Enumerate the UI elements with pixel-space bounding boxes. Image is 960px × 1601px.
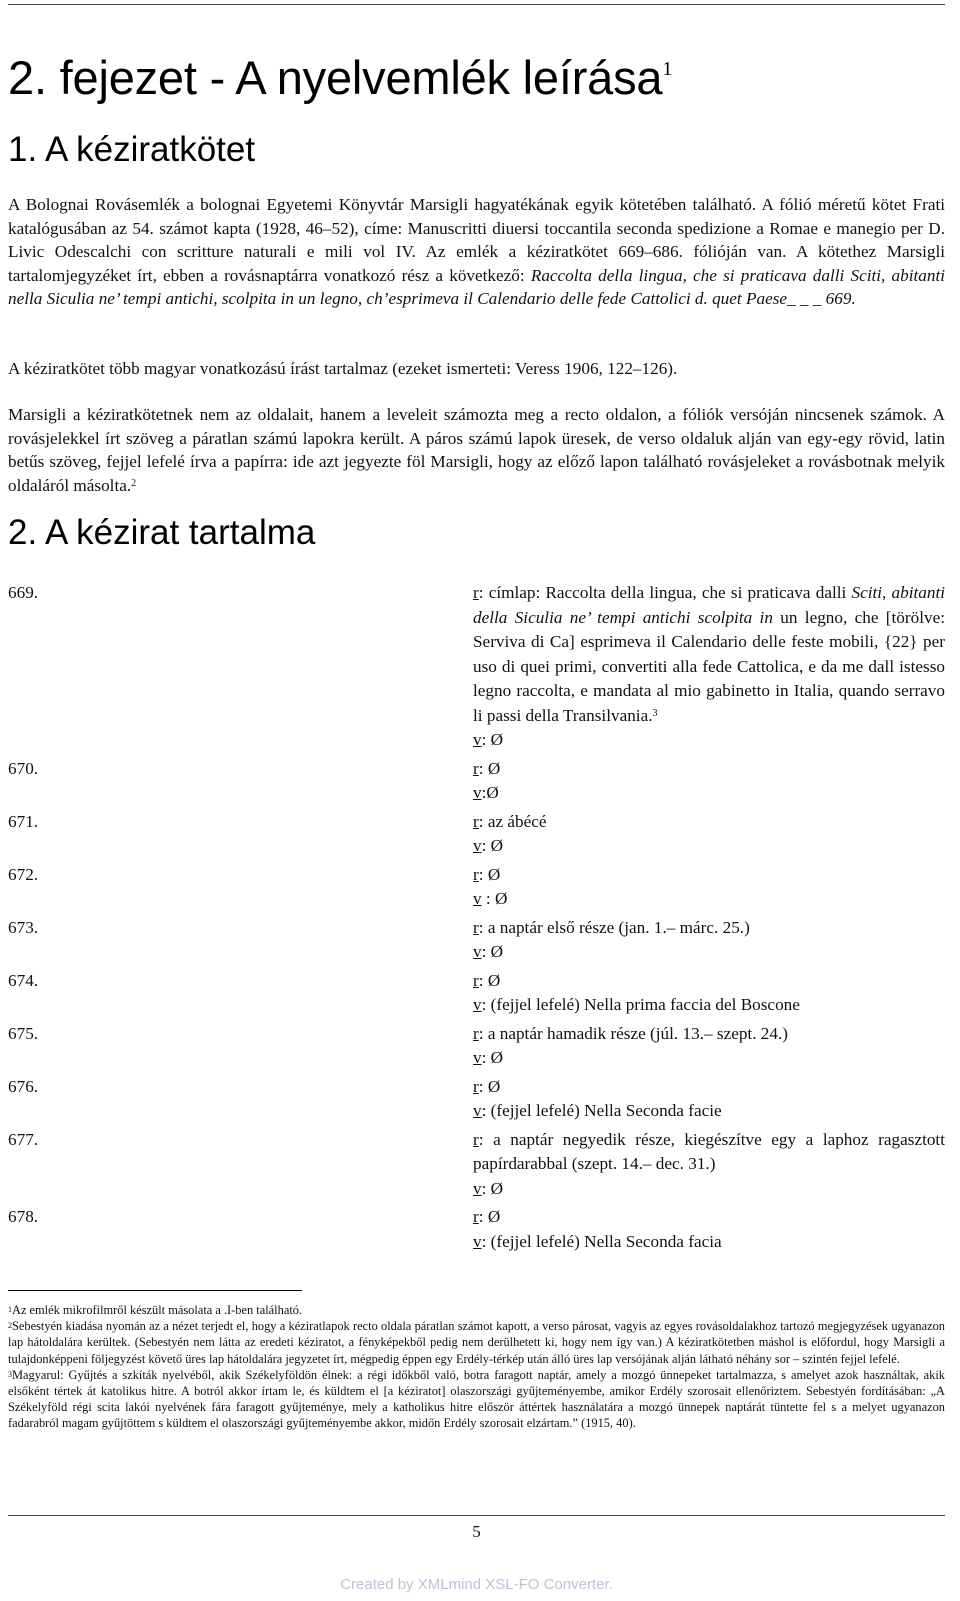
verso-tag: v <box>473 995 482 1014</box>
footnote-2 <box>8 1318 945 1367</box>
recto-tag: r <box>473 1129 479 1149</box>
recto-line <box>473 1205 945 1230</box>
separator: : <box>481 1101 491 1120</box>
folio-description <box>473 1205 945 1254</box>
verso-line <box>473 993 945 1018</box>
folio-text-italic: Sciti, abitanti della Siculia ne’ tempi antichi scolpita in <box>473 583 946 627</box>
recto-line <box>473 810 945 835</box>
verso-tag: v <box>473 730 482 749</box>
folio-text: Ø <box>494 889 508 908</box>
separator: : <box>478 1207 488 1226</box>
folio-description <box>473 916 945 965</box>
separator: : <box>481 995 491 1014</box>
folio-list <box>8 581 945 1258</box>
separator: : <box>481 889 495 908</box>
folio-number: 675. <box>8 1023 39 1043</box>
recto-line <box>473 1022 945 1047</box>
folio-text: Ø <box>487 970 501 990</box>
italic-quote: Raccolta della lingua, che si praticava dalli Sciti, abitanti nella Siculia ne’ tempi antichi, scolpita in un legno, ch’esprimeva il Calendario delle fede Cattolici d. quet Paese_ _ _ 669. <box>8 265 945 308</box>
folio-entry <box>8 810 945 859</box>
folio-text: Ø <box>487 1207 501 1226</box>
recto-tag: r <box>473 758 479 778</box>
recto-line <box>473 581 945 728</box>
document-page <box>8 0 945 1601</box>
verso-line <box>473 940 945 965</box>
folio-description <box>473 757 945 806</box>
folio-number: 678. <box>8 1207 39 1226</box>
separator: : <box>478 811 488 831</box>
verso-line <box>473 781 945 806</box>
folio-entry <box>8 581 945 753</box>
footnote-marker: 2 <box>8 1321 12 1331</box>
recto-tag: r <box>473 1023 479 1043</box>
separator: : <box>478 583 489 602</box>
folio-number: 669. <box>8 583 39 602</box>
recto-tag: r <box>473 583 479 602</box>
separator: : <box>478 970 488 990</box>
verso-line <box>473 834 945 859</box>
folio-number: 670. <box>8 758 39 778</box>
folio-number: 673. <box>8 917 39 937</box>
folio-text: Ø <box>490 942 504 961</box>
folio-number: 672. <box>8 864 39 884</box>
folio-entry <box>8 757 945 806</box>
folio-number: 674. <box>8 970 39 990</box>
watermark-brand: XMLmind XSL-FO Converter. <box>417 1576 613 1593</box>
footnote-marker: 1 <box>8 1305 12 1314</box>
separator: : <box>481 836 491 855</box>
folio-text: Ø <box>487 1076 501 1096</box>
recto-tag: r <box>473 1076 479 1096</box>
section-heading-2: 2. A kézirat tartalma <box>8 513 316 552</box>
separator: : <box>481 1231 491 1251</box>
separator: : <box>481 942 491 961</box>
footnote-ref-2[interactable]: 2 <box>131 477 137 489</box>
recto-line <box>473 863 945 888</box>
folio-description <box>473 1128 945 1202</box>
folio-entry <box>8 1128 945 1202</box>
folio-text: a naptár hamadik része (júl. 13.– szept. 24.) <box>487 1023 789 1043</box>
section-heading-1: 1. A kéziratkötet <box>8 130 256 169</box>
verso-line <box>473 1230 945 1255</box>
folio-entry <box>8 1022 945 1071</box>
footnote-ref-1[interactable]: 1 <box>662 58 673 80</box>
separator: : <box>478 1129 494 1149</box>
recto-tag: r <box>473 917 479 937</box>
verso-tag: v <box>473 1231 482 1251</box>
page-number: 5 <box>472 1522 481 1541</box>
folio-entry <box>8 916 945 965</box>
paragraph-hungarian-texts: A kéziratkötet több magyar vonatkozású írást tartalmaz (ezeket ismerteti: Veress 1906, 122–126). <box>8 359 678 378</box>
separator: : <box>481 783 487 802</box>
folio-text: Ø <box>490 730 504 749</box>
folio-text: (fejjel lefelé) Nella prima faccia del Boscone <box>490 995 800 1014</box>
footer-rule <box>8 1515 945 1516</box>
folio-text: (fejjel lefelé) Nella Seconda facia <box>490 1231 722 1251</box>
recto-tag: r <box>473 864 479 884</box>
footnotes <box>8 1302 945 1432</box>
verso-line <box>473 1177 945 1202</box>
folio-description <box>473 1075 945 1124</box>
folio-description <box>473 810 945 859</box>
paragraph-numbering: Marsigli a kéziratkötetnek nem az oldalait, hanem a leveleit számozta meg a recto oldalon, a fóliók versóján nincsenek számok. A rovásjelekkel írt szöveg a páratlan számú lapokra került. A páros számú lapok üresek, de verso oldaluk alján van egy-egy rövid, latin betűs szöveg, fejjel lefelé írva a papírra: ide azt jegyezte föl Marsigli, hogy az előző lapon található rovásjeleket a rovásbotnak melyik oldaláról másolta.$^2$ <box>8 405 945 495</box>
separator: : <box>481 730 491 749</box>
recto-line <box>473 969 945 994</box>
verso-tag: v <box>473 1101 482 1120</box>
folio-number: 676. <box>8 1076 39 1096</box>
paragraph-manuscript: A Bolognai Rovásemlék a bolognai Egyetemi Könyvtár Marsigli hagyatékának egyik kötetében található. A fólió méretű kötet Frati katalógusában az 54. számot kapta (1928, 46–52), címe: Manuscritti diuersi toccantila seconda spedizione a Romae e manegio per D. Livic Odescalchi con scritture naturali e mili vol IV. Az emlék a kéziratkötet 669–686. fólióján van. A kötethez Marsigli tartalomjegyzéket írt, ebben a rovásnaptárra vonatkozó rész a következő: Raccolta della lingua, che si praticava dalli Sciti, abitanti nella Siculia ne’ tempi antichi, scolpita in un legno, ch’esprimeva il Calendario delle fede Cattolici d. quet Paese_ _ _ 669. <box>8 195 945 308</box>
converter-watermark: Created by XMLmind XSL-FO Converter. <box>340 1576 613 1593</box>
folio-text: Ø <box>490 1048 504 1067</box>
verso-line <box>473 1099 945 1124</box>
folio-description <box>473 581 945 753</box>
separator: : <box>481 1178 491 1198</box>
separator: : <box>478 1076 488 1096</box>
separator: : <box>478 864 488 884</box>
folio-number: 677. <box>8 1129 39 1149</box>
folio-text-rest: un legno, che [törölve: Serviva di Ca] esprimeva il Calendario delle feste mobili, {22} per uso di quei primi, convertiti alla fede Cattolica, e da me dall istesso legno raccolta, e mandata al mio gabinetto in Italia, quando serravo li passi della Transilvania. <box>473 607 945 725</box>
verso-tag: v <box>473 836 482 855</box>
recto-line <box>473 757 945 782</box>
verso-tag: v <box>473 942 482 961</box>
verso-line <box>473 1046 945 1071</box>
footnote-3 <box>8 1367 945 1432</box>
folio-description <box>473 1022 945 1071</box>
folio-text: Ø <box>486 783 499 802</box>
folio-text: Ø <box>487 758 501 778</box>
folio-text: az ábécé <box>487 811 547 831</box>
folio-text: címlap: Raccolta della lingua, che si praticava dalli <box>488 583 852 602</box>
verso-tag: v <box>473 783 482 802</box>
verso-tag: v <box>473 1048 482 1067</box>
folio-text: (fejjel lefelé) Nella Seconda facie <box>490 1101 722 1120</box>
folio-text: a naptár negyedik része, kiegészítve egy a laphoz ragasztott papírdarabbal (szept. 14.– dec. 31.) <box>473 1129 945 1173</box>
recto-line <box>473 916 945 941</box>
footnote-text: Az emlék mikrofilmről készült másolata a .I-ben található. <box>12 1303 303 1317</box>
folio-description <box>473 863 945 912</box>
folio-entry <box>8 1075 945 1124</box>
folio-text: Ø <box>490 836 504 855</box>
chapter-title: 2. fejezet - A nyelvemlék leírása$^1$ <box>8 51 673 104</box>
separator: : <box>478 758 488 778</box>
folio-number: 671. <box>8 811 39 831</box>
folio-entry <box>8 863 945 912</box>
verso-line <box>473 728 945 753</box>
separator: : <box>478 1023 488 1043</box>
footnote-rule <box>8 1290 302 1291</box>
recto-tag: r <box>473 1207 479 1226</box>
header-rule <box>8 4 945 5</box>
footnote-text: Magyarul: Gyűjtés a szkíták nyelvéből, akik Székelyföldön élnek: a régi időkből való, botra faragott naptár, amely a mozgó ünnepeket tartalmazza, s amelyet azok használtak, akik elsőként tértek át katolikus hitre. A botról akkor írtam le, és küldtem el [a kéziratot] olaszországi gyűjteményembe, amikor Erdély szorosait ellenőriztem. Sebestyén fordításában: „A Székelyföld régi scita lakói nyelvének fára faragott gyűjteménye, mely a katholikus hitre először áttértek használatára a mozgó ünnepek naptárát tüntette fel s a melyet ugyanazon fadarabról magam gyűjtöttem s küldtem el olaszországi gyűjteményembe akkor, midőn Erdély szorosait elzártam.” (1915, 40). <box>8 1367 945 1431</box>
folio-entry <box>8 1205 945 1254</box>
footnote-ref-3[interactable]: 3 <box>652 707 658 719</box>
footnote-text: Sebestyén kiadása nyomán az a nézet terjedt el, hogy a kéziratlapok recto oldala páratlan számot kapott, a verso párosat, vagyis az egyes rovásoldalakhoz tartozó megjegyzések ugyanazon lap hátoldalára kerültek. (Sebestyén nem látta az eredeti kéziratot, a fényképekből pedig nem derülhetett ki, hogy nem így van.) A kéziratkötetben máshol is előfordul, hogy Marsigli a tulajdonképpeni följegyzést követő üres lap hátoldalára jegyzetet írt, mégpedig éppen egy Erdély-térkép után álló üres lap versójának alján látható néhány sor – szintén fejjel lefelé. <box>8 1319 945 1366</box>
recto-line <box>473 1128 945 1177</box>
verso-tag: v <box>473 1178 482 1198</box>
folio-description <box>473 969 945 1018</box>
folio-text: Ø <box>487 864 501 884</box>
folio-text: a naptár első része (jan. 1.– márc. 25.) <box>487 917 750 937</box>
recto-tag: r <box>473 811 479 831</box>
folio-text: Ø <box>490 1178 504 1198</box>
separator: : <box>478 917 488 937</box>
recto-line <box>473 1075 945 1100</box>
separator: : <box>481 1048 491 1067</box>
footnote-1 <box>8 1302 945 1318</box>
verso-tag: v <box>473 889 482 908</box>
footnote-marker: 3 <box>8 1369 12 1379</box>
recto-tag: r <box>473 970 479 990</box>
verso-line <box>473 887 945 912</box>
folio-entry <box>8 969 945 1018</box>
